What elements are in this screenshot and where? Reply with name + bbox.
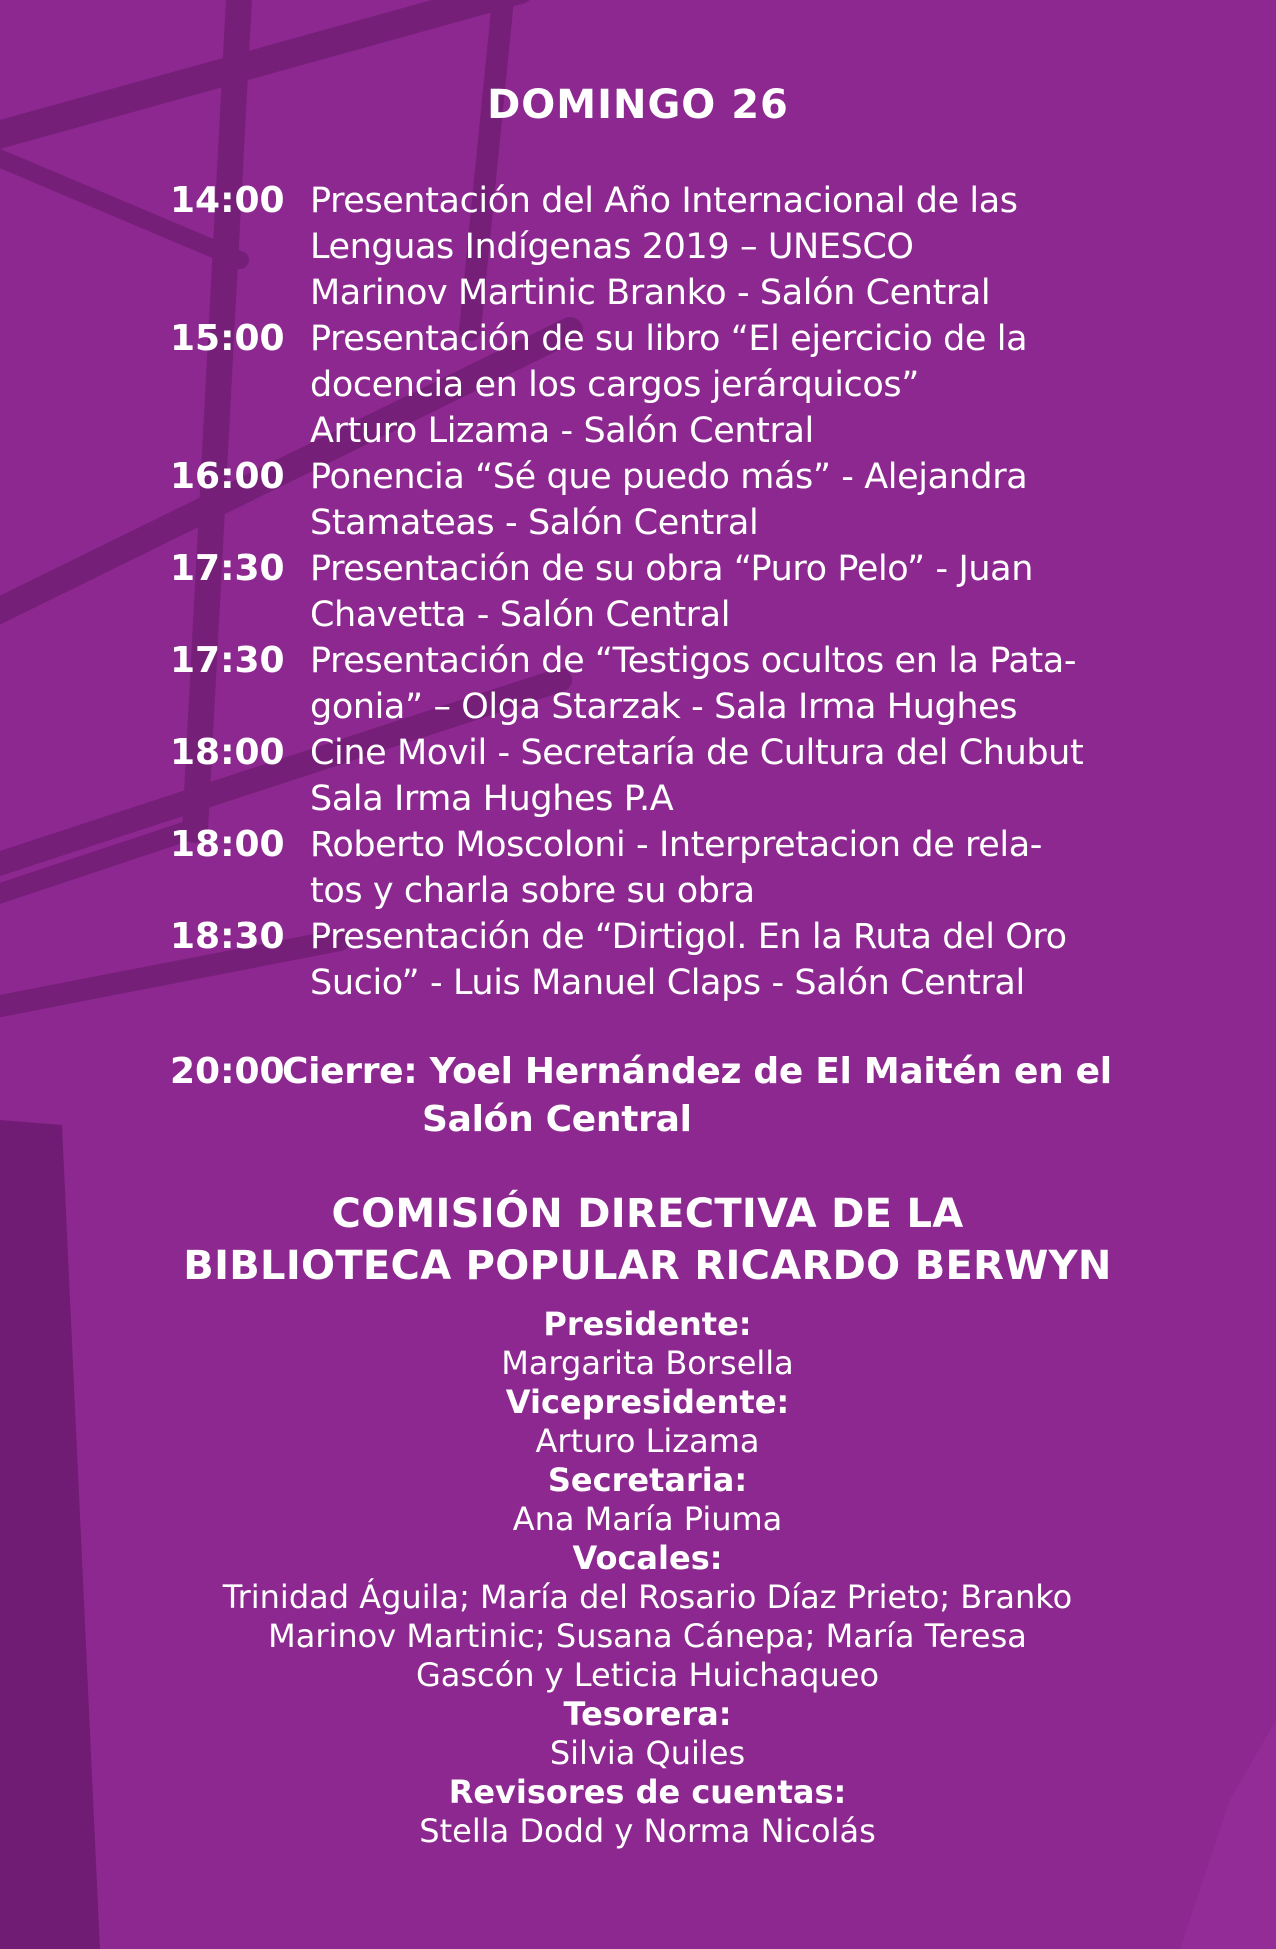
closing-event <box>170 1048 1130 1144</box>
event-description-line: Sucio” - Luis Manuel Claps - Salón Central <box>310 963 1025 1003</box>
event-description <box>310 730 1130 822</box>
event-description <box>310 638 1130 730</box>
event-description-line: Chavetta - Salón Central <box>310 595 731 635</box>
board-member-name: Marinov Martinic; Susana Cánepa; María Teresa <box>268 1617 1027 1655</box>
event-time: 17:30 <box>170 640 285 681</box>
board-title <box>0 1188 1276 1292</box>
board-role: Tesorera: <box>563 1695 732 1733</box>
board-member-name: Ana María Piuma <box>512 1500 783 1538</box>
event-description-line: Stamateas - Salón Central <box>310 503 759 543</box>
schedule-event <box>170 178 1130 316</box>
event-description-line: Presentación de su obra “Puro Pelo” - Juan <box>310 549 1033 589</box>
board-member-name: Gascón y Leticia Huichaqueo <box>415 1656 880 1694</box>
closing-time: 20:00 <box>170 1051 285 1092</box>
schedule-event <box>170 822 1130 914</box>
event-description-line: Roberto Moscoloni - Interpretacion de rela- <box>310 825 1043 865</box>
event-description-line: Presentación de “Dirtigol. En la Ruta del Oro <box>310 917 1067 957</box>
event-description-line: gonia” – Olga Starzak - Sala Irma Hughes <box>310 687 1018 727</box>
board-members <box>0 1305 1276 1851</box>
event-time: 14:00 <box>170 180 285 221</box>
event-description-line: Presentación del Año Internacional de las <box>310 181 1018 221</box>
schedule-event <box>170 914 1130 1006</box>
schedule-event <box>170 546 1130 638</box>
board-member-name: Arturo Lizama <box>535 1422 760 1460</box>
schedule-event <box>170 316 1130 454</box>
board-member-name: Trinidad Águila; María del Rosario Díaz Prieto; Branko <box>222 1578 1073 1616</box>
closing-line-2: Salón Central <box>422 1099 692 1140</box>
schedule-event <box>170 730 1130 822</box>
day-title: DOMINGO 26 <box>487 82 789 128</box>
board-title-line-2: BIBLIOTECA POPULAR RICARDO BERWYN <box>183 1243 1112 1289</box>
board-role: Presidente: <box>543 1305 752 1343</box>
board-member-name: Margarita Borsella <box>501 1344 794 1382</box>
board-role: Revisores de cuentas: <box>448 1773 847 1811</box>
event-description-line: Marinov Martinic Branko - Salón Central <box>310 273 991 313</box>
event-time: 17:30 <box>170 548 285 589</box>
event-description <box>310 546 1130 638</box>
board-title-line-1: COMISIÓN DIRECTIVA DE LA <box>331 1191 964 1237</box>
board-role: Vocales: <box>572 1539 723 1577</box>
event-time: 16:00 <box>170 456 285 497</box>
board-role: Vicepresidente: <box>505 1383 790 1421</box>
event-description-line: Cine Movil - Secretaría de Cultura del Chubut <box>310 733 1084 773</box>
schedule-list <box>170 178 1130 1006</box>
schedule-event <box>170 638 1130 730</box>
event-description <box>310 454 1130 546</box>
board-member-name: Silvia Quiles <box>549 1734 746 1772</box>
event-description <box>310 316 1130 454</box>
event-time: 15:00 <box>170 318 285 359</box>
event-description-line: Presentación de “Testigos ocultos en la Pata- <box>310 641 1077 681</box>
closing-line-1: Cierre: Yoel Hernández de El Maitén en el <box>282 1051 1112 1092</box>
event-time: 18:30 <box>170 916 285 957</box>
event-description-line: tos y charla sobre su obra <box>310 871 755 911</box>
event-description-line: Arturo Lizama - Salón Central <box>310 411 814 451</box>
event-description <box>310 178 1130 316</box>
board-member-name: Stella Dodd y Norma Nicolás <box>419 1812 876 1850</box>
closing-description <box>282 1048 1112 1144</box>
event-description <box>310 822 1130 914</box>
event-description-line: Sala Irma Hughes P.A <box>310 779 674 819</box>
event-time: 18:00 <box>170 824 285 865</box>
board-role: Secretaria: <box>547 1461 748 1499</box>
event-description-line: Ponencia “Sé que puedo más” - Alejandra <box>310 457 1028 497</box>
event-description-line: Lenguas Indígenas 2019 – UNESCO <box>310 227 914 267</box>
schedule-event <box>170 454 1130 546</box>
event-description <box>310 914 1130 1006</box>
event-description-line: docencia en los cargos jerárquicos” <box>310 365 919 405</box>
event-description-line: Presentación de su libro “El ejercicio de la <box>310 319 1028 359</box>
event-time: 18:00 <box>170 732 285 773</box>
